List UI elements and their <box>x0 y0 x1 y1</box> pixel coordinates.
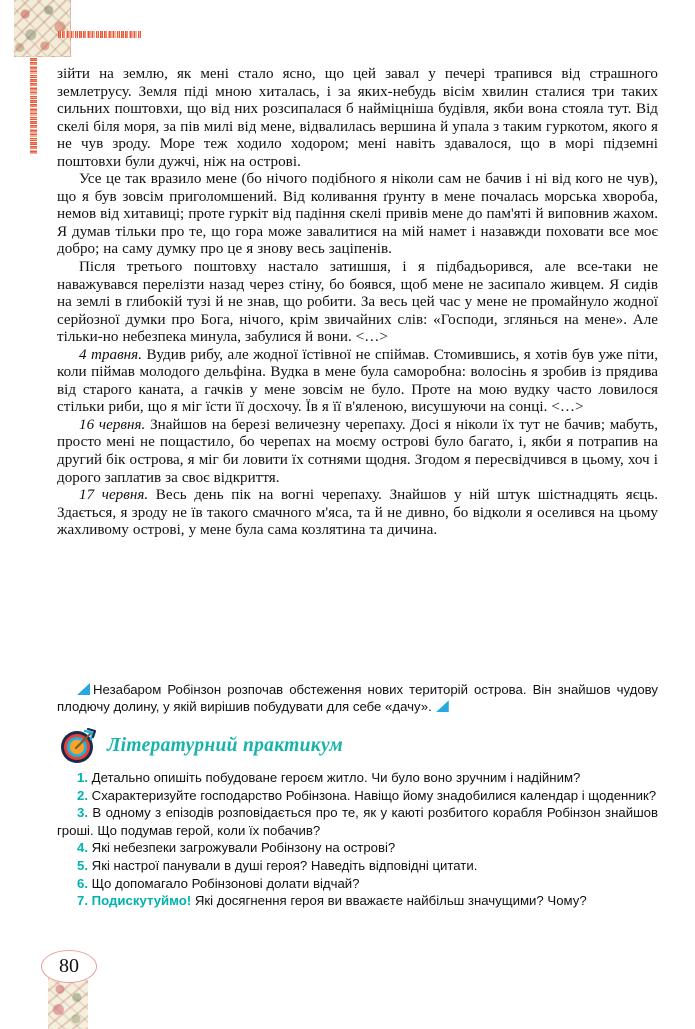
question-item <box>57 804 658 839</box>
diary-date-1: 4 травня. <box>79 346 143 363</box>
question-number: 5. <box>77 857 88 873</box>
triangle-flag-end-icon <box>436 700 449 712</box>
question-text: Детально опишіть побудоване героєм житло. Чи було воно зручним і надійним? <box>91 770 581 785</box>
diary-entry-3 <box>57 487 658 540</box>
question-number: 3. <box>77 805 88 821</box>
top-left-floral-ornament <box>14 0 71 57</box>
practicum-header <box>60 726 660 766</box>
question-item <box>57 857 658 875</box>
question-text: Схарактеризуйте господарство Робінзона. Навіщо йому знадобилися календар і щоденник? <box>91 787 657 803</box>
question-item <box>57 839 658 857</box>
editorial-note <box>57 681 658 716</box>
diary-text-3: Весь день пік на вогні черепаху. Знайшов у ній штук шістнадцять яєць. Здається, я зроду не їв такого смачного м'яса, та й не дивно, бо відколи я оселився на цьому жахливому острові, у мене була сама козлятина та дичина. <box>57 487 658 539</box>
diary-date-3: 17 червня. <box>79 487 149 504</box>
question-item <box>57 787 658 805</box>
practicum-question-list <box>57 769 658 910</box>
diary-date-2: 16 червня. <box>79 416 146 433</box>
diary-text-2: Знайшов на березі величезну черепаху. Досі я ніколи їх тут не бачив; мабуть, просто мені не пощастило, бо черепах на моєму острові було багато, і, якби я потрапив на другий бік острова, я міг би ловити їх сотнями щодня. Згодом я пересвідчився в цьому, хоч і дорого заплатив за своє відкриття. <box>57 416 658 486</box>
question-item-discuss <box>57 892 658 910</box>
discuss-label: Подискутуймо! <box>91 893 192 909</box>
question-text: В одному з епізодів розповідається про те, як у каюті розбитого корабля Робінзон знайшов гроші. Що подумав герой, коли їх побачив? <box>57 805 658 838</box>
question-number: 6. <box>77 875 88 891</box>
target-with-dart-icon <box>60 727 98 765</box>
paragraph-1: зійти на землю, як мені стало ясно, що цей завал у печері трапився від страшного землетрусу. Земля піді мною хиталась, і за яких-небудь вісім хвилин сталися три таких сильних поштовхи, що від них розсипалася б найміцніша будівля, якби вона стояла тут. Від скелі біля моря, за пів милі від мене, відвалилась вершина й упала з таким гуркотом, якого я не чув зроду. Море теж ходило ходором; мені навіть здавалося, що в морі підземні поштовхи були дужчі, ніж на острові. <box>57 66 658 170</box>
paragraph-2: Усе це так вразило мене (бо нічого подібного я ніколи сам не бачив і ні від кого не чув), що я був зовсім приголомшений. Від коливання ґрунту в мене почалась морська хвороба, немов від хитавиці; проте гуркіт від падіння скелі привів мене до пам'яті й виповнив жахом. Я думав тільки про те, що гора може завалитися на мій намет і назавжди поховати все моє добро; на саму думку про це я знову весь заціпенів. <box>57 171 658 258</box>
question-item <box>57 875 658 893</box>
diary-text-1: Вудив рибу, але жодної їстівної не спіймав. Стомившись, я хотів був уже піти, коли піймав молодого дельфіна. Вудка в мене була саморобна: волосінь я зробив із прядива від старого каната, а гачків у мене зовсім не було. Проте на мою вудку часто ловилося стільки риби, що я міг їсти її досхочу. Їв я її в'яленою, висушуючи на сонці. <…> <box>57 346 658 416</box>
triangle-flag-start-icon <box>77 683 90 695</box>
question-number: 4. <box>77 840 88 856</box>
question-text: Що допомагало Робінзонові долати відчай? <box>91 875 360 891</box>
page-number: 80 <box>41 950 97 983</box>
diary-entry-2 <box>57 417 658 487</box>
diary-entry-1 <box>57 347 658 417</box>
question-text: Які настрої панували в душі героя? Наведіть відповідні цитати. <box>91 857 478 873</box>
question-text: Які небезпеки загрожували Робінзону на острові? <box>91 840 396 856</box>
literary-practicum-section <box>57 726 660 910</box>
vertical-decorative-rule <box>30 58 37 154</box>
bottom-left-floral-ornament <box>48 978 88 1029</box>
practicum-title: Літературний практикум <box>107 735 344 756</box>
question-text: Які досягнення героя ви вважаєте найбільш значущими? Чому? <box>191 893 587 909</box>
page-body-text <box>57 66 658 540</box>
horizontal-decorative-rule <box>58 31 142 38</box>
question-item <box>57 769 658 787</box>
editorial-note-text: Незабаром Робінзон розпочав обстеження нових територій острова. Він знайшов чудову плодючу долину, у якій вирішив побудувати для себе «дачу». <box>57 682 658 715</box>
question-number: 7. <box>77 893 88 909</box>
question-number: 2. <box>77 787 88 803</box>
question-number: 1. <box>77 770 88 785</box>
paragraph-3: Після третього поштовху настало затишшя, і я підбадьорився, але все-таки не наважувався перелізти назад через стіну, бо боявся, щоб мене не засипало живцем. Я сидів на землі в глибокій тузі й не знав, що робити. За весь цей час у мене не промайнуло жодної серйозної думки про Бога, нічого, крім звичайних слів: «Господи, зглянься на мене». Але тільки-но небезпека минула, забулися й вони. <…> <box>57 259 658 346</box>
